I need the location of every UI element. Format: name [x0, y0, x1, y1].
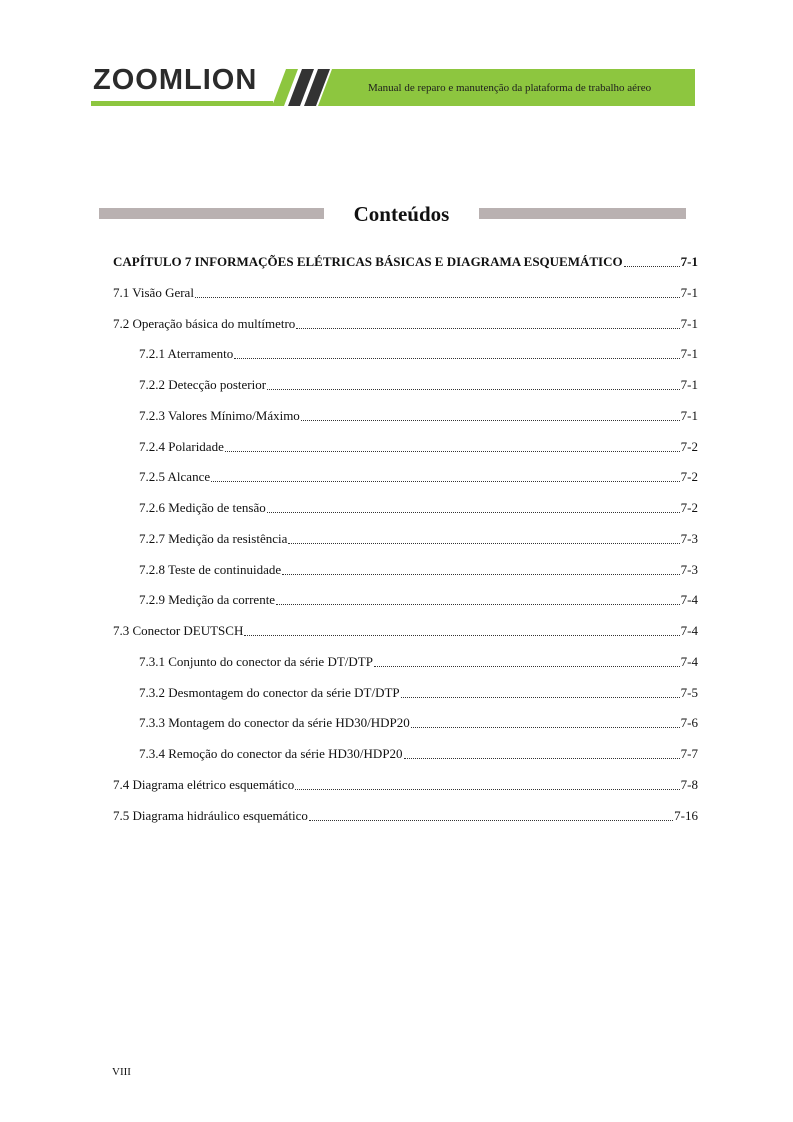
toc-entry-label: 7.2.3 Valores Mínimo/Máximo — [139, 408, 300, 423]
toc-leader-dots — [276, 593, 680, 605]
toc-entry[interactable] — [113, 808, 698, 824]
toc-entry[interactable] — [113, 777, 698, 793]
toc-entry-page: 7-2 — [680, 469, 698, 484]
toc-leader-dots — [309, 809, 673, 821]
toc-entry-label: 7.2.4 Polaridade — [139, 439, 224, 454]
toc-leader-dots — [295, 778, 679, 790]
toc-entry-page: 7-8 — [680, 777, 698, 792]
toc-entry[interactable] — [139, 408, 698, 424]
toc-entry[interactable] — [139, 715, 698, 731]
page-header — [0, 0, 793, 115]
toc-entry-label: 7.2.9 Medição da corrente — [139, 592, 276, 607]
toc-leader-dots — [211, 470, 680, 482]
toc-entry-label: 7.2.5 Alcance — [139, 469, 211, 484]
toc-leader-dots — [624, 255, 680, 267]
zoomlion-logo: ZOOMLION — [93, 64, 258, 96]
toc-entry[interactable] — [139, 531, 698, 547]
toc-chapter-entry[interactable] — [113, 254, 698, 270]
toc-entry[interactable] — [113, 285, 698, 301]
page-number: VIII — [112, 1066, 131, 1078]
toc-entry-label: 7.5 Diagrama hidráulico esquemático — [113, 808, 308, 823]
toc-entry-label: 7.2.1 Aterramento — [139, 346, 234, 361]
toc-entry-label: CAPÍTULO 7 INFORMAÇÕES ELÉTRICAS BÁSICAS E DIAGRAMA ESQUEMÁTICO — [113, 254, 623, 269]
toc-entry-page: 7-1 — [680, 254, 698, 269]
toc-entry[interactable] — [139, 746, 698, 762]
toc-entry-page: 7-1 — [680, 346, 698, 361]
toc-entry-label: 7.3.1 Conjunto do conector da série DT/DTP — [139, 654, 373, 669]
toc-entry-page: 7-2 — [680, 439, 698, 454]
toc-entry[interactable] — [113, 623, 698, 639]
toc-entry[interactable] — [139, 439, 698, 455]
toc-leader-dots — [225, 440, 680, 452]
toc-entry-page: 7-1 — [680, 408, 698, 423]
toc-leader-dots — [244, 624, 679, 636]
toc-entry[interactable] — [139, 500, 698, 516]
toc-entry[interactable] — [139, 562, 698, 578]
toc-entry-page: 7-6 — [680, 715, 698, 730]
toc-entry-page: 7-5 — [680, 685, 698, 700]
toc-leader-dots — [267, 378, 680, 390]
toc-leader-dots — [296, 317, 679, 329]
toc-entry-label: 7.1 Visão Geral — [113, 285, 194, 300]
toc-entry-label: 7.2.7 Medição da resistência — [139, 531, 288, 546]
toc-entry-page: 7-4 — [680, 623, 698, 638]
toc-entry-label: 7.3 Conector DEUTSCH — [113, 623, 244, 638]
toc-entry[interactable] — [139, 377, 698, 393]
toc-leader-dots — [404, 747, 680, 759]
toc-entry-page: 7-1 — [680, 377, 698, 392]
manual-subtitle: Manual de reparo e manutenção da plataforma de trabalho aéreo — [368, 82, 652, 94]
toc-leader-dots — [288, 532, 679, 544]
toc-entry-page: 7-4 — [680, 592, 698, 607]
toc-entry-label: 7.3.4 Remoção do conector da série HD30/HDP20 — [139, 746, 403, 761]
toc-entry-page: 7-4 — [680, 654, 698, 669]
toc-leader-dots — [374, 655, 680, 667]
toc-entry-label: 7.2.8 Teste de continuidade — [139, 562, 282, 577]
toc-entry[interactable] — [139, 469, 698, 485]
toc-leader-dots — [267, 501, 680, 513]
toc-entry-label: 7.3.2 Desmontagem do conector da série DT/DTP — [139, 685, 400, 700]
title-bar-left — [99, 208, 324, 219]
toc-leader-dots — [401, 686, 680, 698]
toc-leader-dots — [301, 409, 680, 421]
toc-entry-page: 7-1 — [680, 285, 698, 300]
toc-entry-page: 7-1 — [680, 316, 698, 331]
toc-entry-label: 7.2 Operação básica do multímetro — [113, 316, 296, 331]
toc-leader-dots — [234, 347, 679, 359]
toc-entry-page: 7-7 — [680, 746, 698, 761]
toc-entry-page: 7-3 — [680, 531, 698, 546]
title-bar-right — [479, 208, 686, 219]
toc-entry[interactable] — [139, 654, 698, 670]
toc-entry[interactable] — [139, 685, 698, 701]
toc-leader-dots — [411, 716, 680, 728]
toc-entry-label: 7.2.2 Detecção posterior — [139, 377, 267, 392]
logo-underline — [91, 101, 273, 106]
toc-entry-label: 7.2.6 Medição de tensão — [139, 500, 266, 515]
toc-entry[interactable] — [139, 592, 698, 608]
page-title: Conteúdos — [353, 202, 450, 226]
toc-leader-dots — [282, 563, 679, 575]
toc-entry-page: 7-16 — [674, 808, 698, 823]
toc-entry-page: 7-2 — [680, 500, 698, 515]
toc-leader-dots — [195, 286, 680, 298]
toc-entry-label: 7.3.3 Montagem do conector da série HD30/HDP20 — [139, 715, 410, 730]
toc-entry[interactable] — [113, 316, 698, 332]
toc-entry[interactable] — [139, 346, 698, 362]
toc-entry-label: 7.4 Diagrama elétrico esquemático — [113, 777, 295, 792]
toc-entry-page: 7-3 — [680, 562, 698, 577]
